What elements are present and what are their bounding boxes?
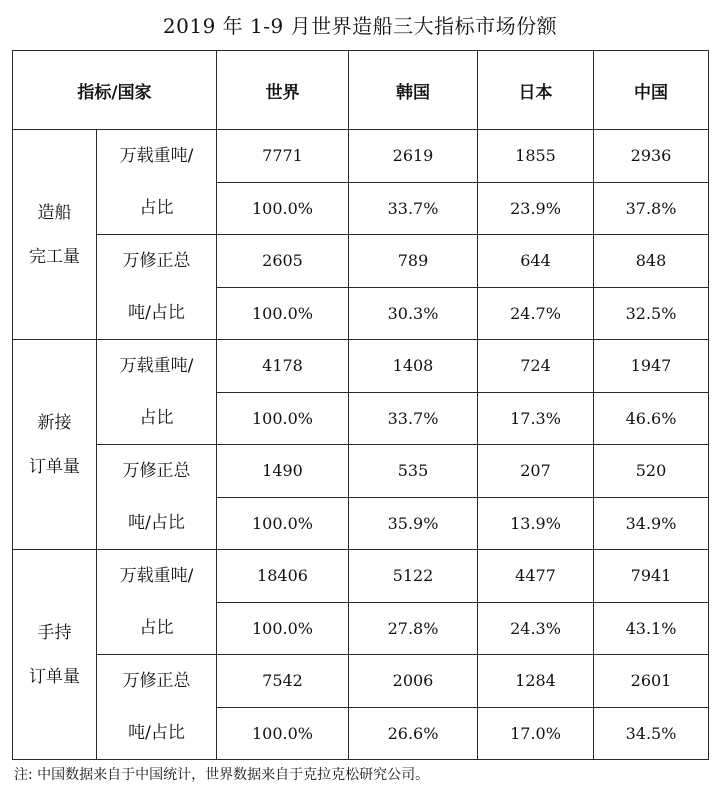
unit-label-line: 占比 — [139, 198, 174, 218]
value-cell: 18406 — [217, 550, 349, 603]
group-label — [13, 550, 97, 760]
document-title: 2019 年 1-9 月世界造船三大指标市场份额 — [162, 14, 558, 38]
unit-label-line: 万修正总 — [122, 461, 191, 481]
table-row — [13, 130, 709, 183]
table-row — [13, 550, 709, 603]
share-cell: 34.9% — [594, 497, 709, 550]
value-cell: 535 — [349, 445, 478, 498]
share-cell: 100.0% — [217, 707, 349, 760]
table-header-row — [13, 51, 709, 130]
table-row — [13, 340, 709, 393]
value-cell: 1408 — [349, 340, 478, 393]
share-cell: 24.3% — [478, 602, 594, 655]
table-row — [13, 445, 709, 498]
unit-label-line: 万载重吨/ — [119, 356, 194, 376]
share-cell: 100.0% — [217, 287, 349, 340]
header-japan: 日本 — [478, 51, 594, 130]
footnote: 注: 中国数据来自于中国统计，世界数据来自于克拉克松研究公司。 — [14, 767, 430, 783]
unit-label-line: 万载重吨/ — [119, 146, 194, 166]
group-label-line: 订单量 — [29, 456, 80, 477]
value-cell: 2619 — [349, 130, 478, 183]
value-cell: 7771 — [217, 130, 349, 183]
share-cell: 13.9% — [478, 497, 594, 550]
unit-label-line: 万修正总 — [122, 671, 191, 691]
value-cell: 520 — [594, 445, 709, 498]
share-cell: 17.3% — [478, 392, 594, 445]
value-cell: 207 — [478, 445, 594, 498]
value-cell: 1490 — [217, 445, 349, 498]
share-cell: 43.1% — [594, 602, 709, 655]
share-cell: 17.0% — [478, 707, 594, 760]
share-cell: 26.6% — [349, 707, 478, 760]
share-cell: 23.9% — [478, 182, 594, 235]
group-label-line: 订单量 — [29, 666, 80, 687]
group-label — [13, 130, 97, 340]
shipbuilding-market-share-table — [12, 50, 709, 760]
value-cell: 789 — [349, 235, 478, 288]
share-cell: 30.3% — [349, 287, 478, 340]
unit-label — [97, 655, 217, 760]
value-cell: 7542 — [217, 655, 349, 708]
share-cell: 100.0% — [217, 182, 349, 235]
unit-label — [97, 130, 217, 235]
share-cell: 35.9% — [349, 497, 478, 550]
value-cell: 5122 — [349, 550, 478, 603]
value-cell: 4477 — [478, 550, 594, 603]
group-label — [13, 340, 97, 550]
group-label-line: 造船 — [37, 202, 72, 223]
group-label-line: 新接 — [37, 412, 72, 433]
share-cell: 27.8% — [349, 602, 478, 655]
unit-label-line: 占比 — [139, 408, 174, 428]
unit-label-line: 万修正总 — [122, 251, 191, 271]
group-label-line: 手持 — [37, 622, 72, 643]
share-cell: 33.7% — [349, 182, 478, 235]
value-cell: 1855 — [478, 130, 594, 183]
value-cell: 4178 — [217, 340, 349, 393]
share-cell: 100.0% — [217, 497, 349, 550]
unit-label — [97, 340, 217, 445]
share-cell: 34.5% — [594, 707, 709, 760]
table-row — [13, 235, 709, 288]
unit-label — [97, 550, 217, 655]
share-cell: 24.7% — [478, 287, 594, 340]
share-cell: 37.8% — [594, 182, 709, 235]
unit-label — [97, 235, 217, 340]
value-cell: 1947 — [594, 340, 709, 393]
value-cell: 848 — [594, 235, 709, 288]
header-world: 世界 — [217, 51, 349, 130]
value-cell: 7941 — [594, 550, 709, 603]
value-cell: 2605 — [217, 235, 349, 288]
value-cell: 2006 — [349, 655, 478, 708]
unit-label-line: 吨/占比 — [128, 303, 185, 323]
unit-label-line: 占比 — [139, 618, 174, 638]
value-cell: 724 — [478, 340, 594, 393]
share-cell: 32.5% — [594, 287, 709, 340]
value-cell: 644 — [478, 235, 594, 288]
table-row — [13, 655, 709, 708]
value-cell: 1284 — [478, 655, 594, 708]
value-cell: 2601 — [594, 655, 709, 708]
header-china: 中国 — [594, 51, 709, 130]
value-cell: 2936 — [594, 130, 709, 183]
share-cell: 46.6% — [594, 392, 709, 445]
unit-label-line: 万载重吨/ — [119, 566, 194, 586]
unit-label-line: 吨/占比 — [128, 723, 185, 743]
unit-label-line: 吨/占比 — [128, 513, 185, 533]
header-korea: 韩国 — [349, 51, 478, 130]
share-cell: 100.0% — [217, 392, 349, 445]
share-cell: 100.0% — [217, 602, 349, 655]
group-label-line: 完工量 — [29, 246, 80, 267]
unit-label — [97, 445, 217, 550]
share-cell: 33.7% — [349, 392, 478, 445]
header-indicator: 指标/国家 — [13, 51, 217, 130]
